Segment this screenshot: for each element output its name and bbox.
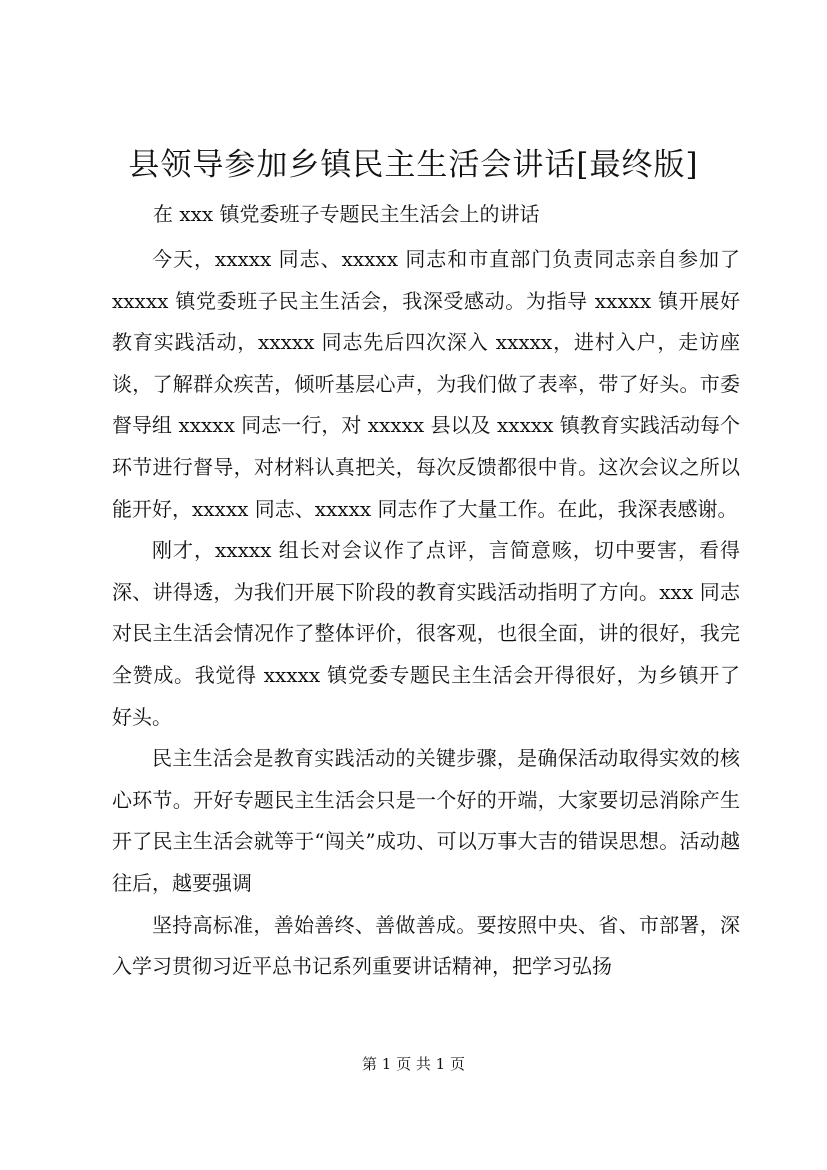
document-subtitle: 在 xxx 镇党委班子专题民主生活会上的讲话 [153, 202, 540, 226]
paragraph-1: 今天，xxxxx 同志、xxxxx 同志和市直部门负责同志亲自参加了 xxxxx 镇党委班子民主生活会，我深受感动。为指导 xxxxx 镇开展好教育实践活动，xxxxx 同志先后四次深入 xxxxx，进村入户，走访座谈，了解群众疾苦，倾听基层心声，为我们做了表率，带了好头。市委督导组 xxxxx 同志一行，对 xxxxx 县以及 xxxxx 镇教育实践活动每个环节进行督导，对材料认真把关，每次反馈都很中肯。这次会议之所以能开好，xxxxx 同志、xxxxx 同志作了大量工作。在此，我深表感谢。 [112, 247, 740, 521]
paragraph-3: 民主生活会是教育实践活动的关键步骤，是确保活动取得实效的核心环节。开好专题民主生活会只是一个好的开端，大家要切忌消除产生开了民主生活会就等于“闯关”成功、可以万事大吉的错误思想。活动越往后，越要强调 [112, 746, 740, 895]
paragraph-2: 刚才，xxxxx 组长对会议作了点评，言简意赅，切中要害，看得深、讲得透，为我们开展下阶段的教育实践活动指明了方向。xxx 同志对民主生活会情况作了整体评价，很客观，也很全面，讲的很好，我完全赞成。我觉得 xxxxx 镇党委专题民主生活会开得很好，为乡镇开了好头。 [112, 538, 740, 729]
paragraph-4: 坚持高标准，善始善终、善做善成。要按照中央、省、市部署，深入学习贯彻习近平总书记系列重要讲话精神，把学习弘扬 [112, 912, 740, 979]
document-body [112, 239, 740, 988]
document-title: 县领导参加乡镇民主生活会讲话[最终版] [128, 147, 699, 183]
page-number-footer: 第 1 页 共 1 页 [362, 1055, 465, 1073]
